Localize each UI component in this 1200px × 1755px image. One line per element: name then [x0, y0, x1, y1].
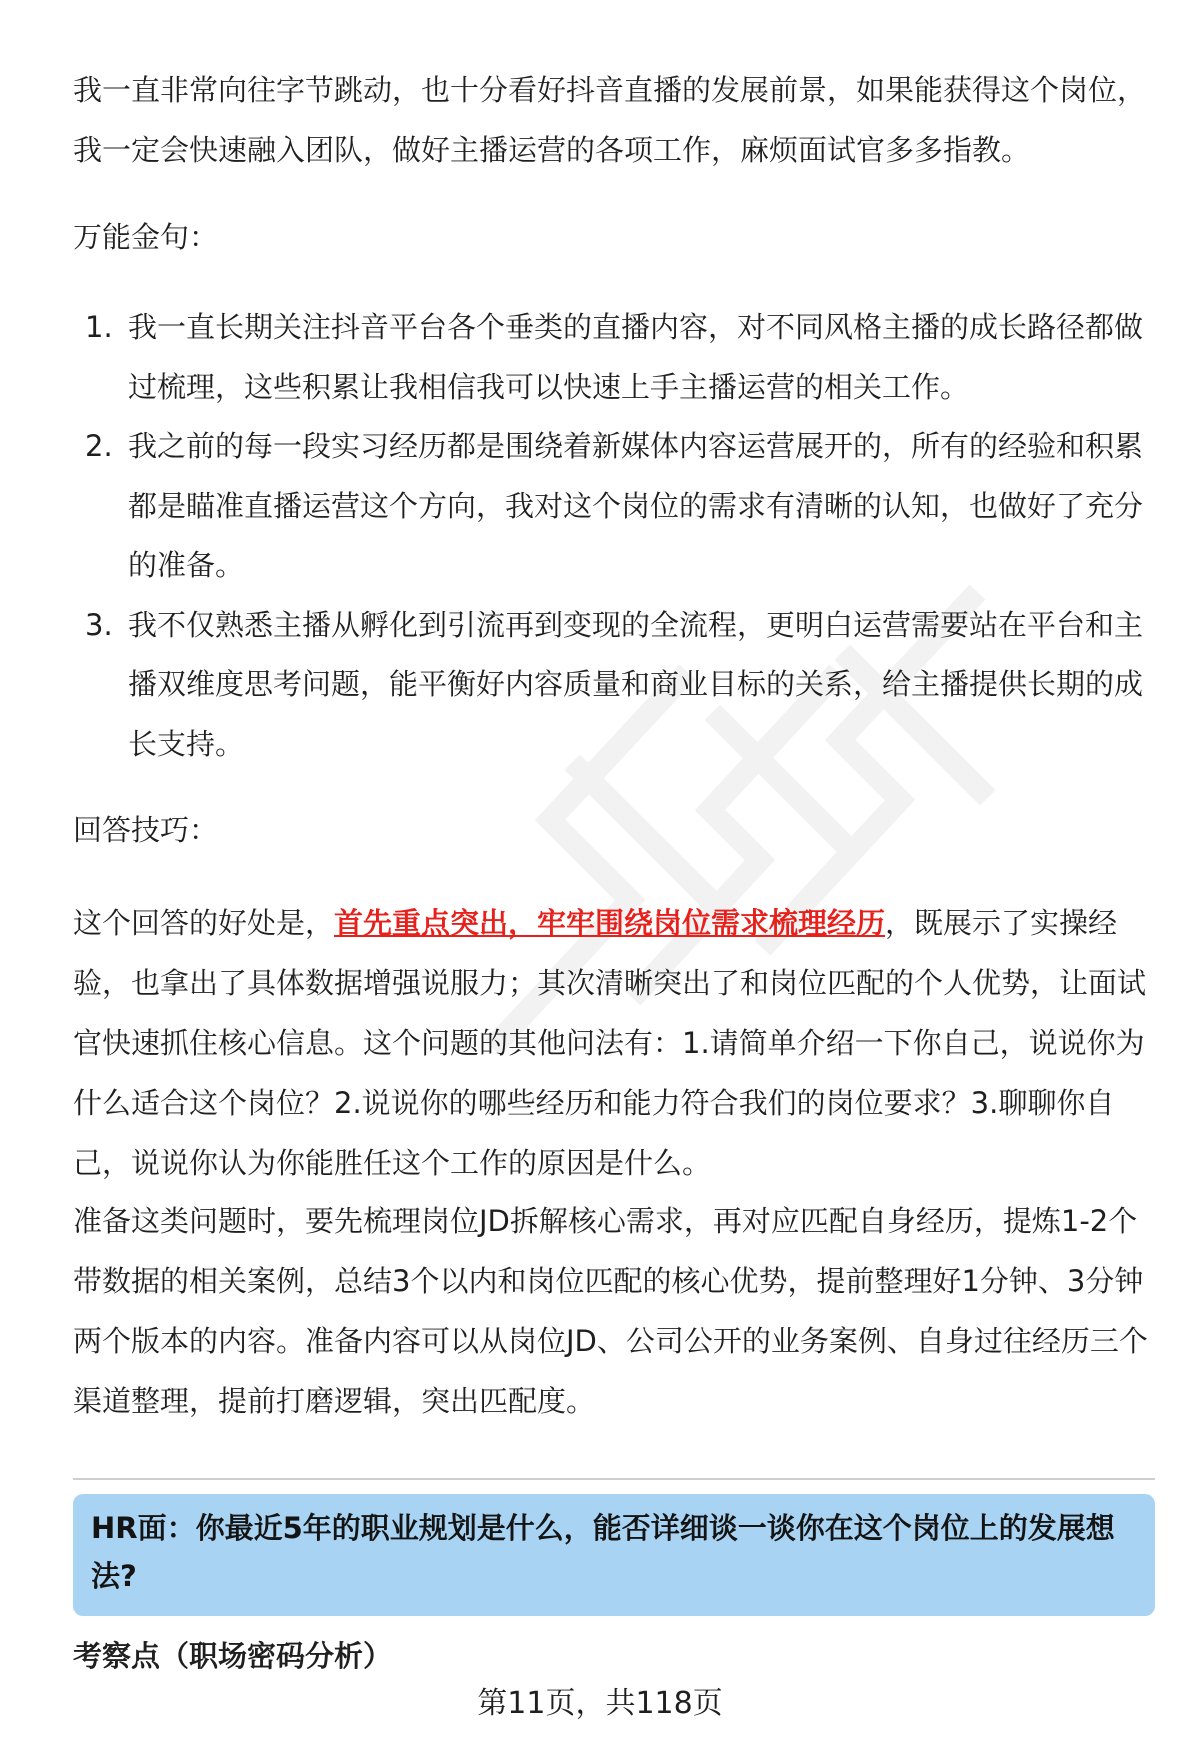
list-text: 我不仅熟悉主播从孵化到引流再到变现的全流程，更明白运营需要站在平台和主播双维度思考问题，能平衡好内容质量和商业目标的关系，给主播提供长期的成长支持。	[128, 607, 1144, 761]
tips-lead: 这个回答的好处是，	[73, 906, 335, 940]
list-number: 1.	[85, 310, 113, 344]
prep-paragraph: 准备这类问题时，要先梳理岗位JD拆解核心需求，再对应匹配自身经历，提炼1-2个带数据的相关案例，总结3个以内和岗位匹配的核心优势，提前整理好1分钟、3分钟两个版本的内容。准备内容可以从岗位JD、公司公开的业务案例、自身过往经历三个渠道整理，提前打磨逻辑，突出匹配度。	[73, 1204, 1148, 1418]
tips-heading: 回答技巧：	[73, 813, 219, 847]
sentences-heading: 万能金句：	[73, 220, 219, 254]
tips-paragraph	[73, 893, 1153, 1193]
hr-question-box	[73, 1494, 1155, 1616]
intro-paragraph: 我一直非常向往字节跳动，也十分看好抖音直播的发展前景，如果能获得这个岗位，我一定会快速融入团队，做好主播运营的各项工作，麻烦面试官多多指教。	[73, 73, 1147, 167]
exam-point-heading: 考察点（职场密码分析）	[73, 1639, 393, 1673]
list-text: 我之前的每一段实习经历都是围绕着新媒体内容运营展开的，所有的经验和积累都是瞄准直播运营这个方向，我对这个岗位的需求有清晰的认知，也做好了充分的准备。	[128, 429, 1144, 582]
tips-rest: ，既展示了实操经验，也拿出了具体数据增强说服力；其次清晰突出了和岗位匹配的个人优势，让面试官快速抓住核心信息。这个问题的其他问法有：1.请简单介绍一下你自己，说说你为什么适合这个岗位？2.说说你的哪些经历和能力符合我们的岗位要求？3.聊聊你自己，说说你认为你能胜任这个工作的原因是什么。	[73, 906, 1147, 1180]
list-item	[73, 298, 1153, 417]
list-number: 2.	[85, 429, 113, 463]
hr-question: HR面：你最近5年的职业规划是什么，能否详细谈一谈你在这个岗位上的发展想法?	[91, 1511, 1115, 1593]
tips-highlight: 首先重点突出，牢牢围绕岗位需求梳理经历	[334, 906, 886, 940]
page-footer: 第11页，共118页	[477, 1686, 723, 1721]
list-item	[73, 596, 1153, 775]
divider	[73, 1478, 1155, 1480]
list-number: 3.	[85, 607, 113, 642]
sentences-list	[73, 298, 1153, 774]
list-item	[73, 417, 1153, 596]
list-text: 我一直长期关注抖音平台各个垂类的直播内容，对不同风格主播的成长路径都做过梳理，这些积累让我相信我可以快速上手主播运营的相关工作。	[128, 310, 1144, 404]
